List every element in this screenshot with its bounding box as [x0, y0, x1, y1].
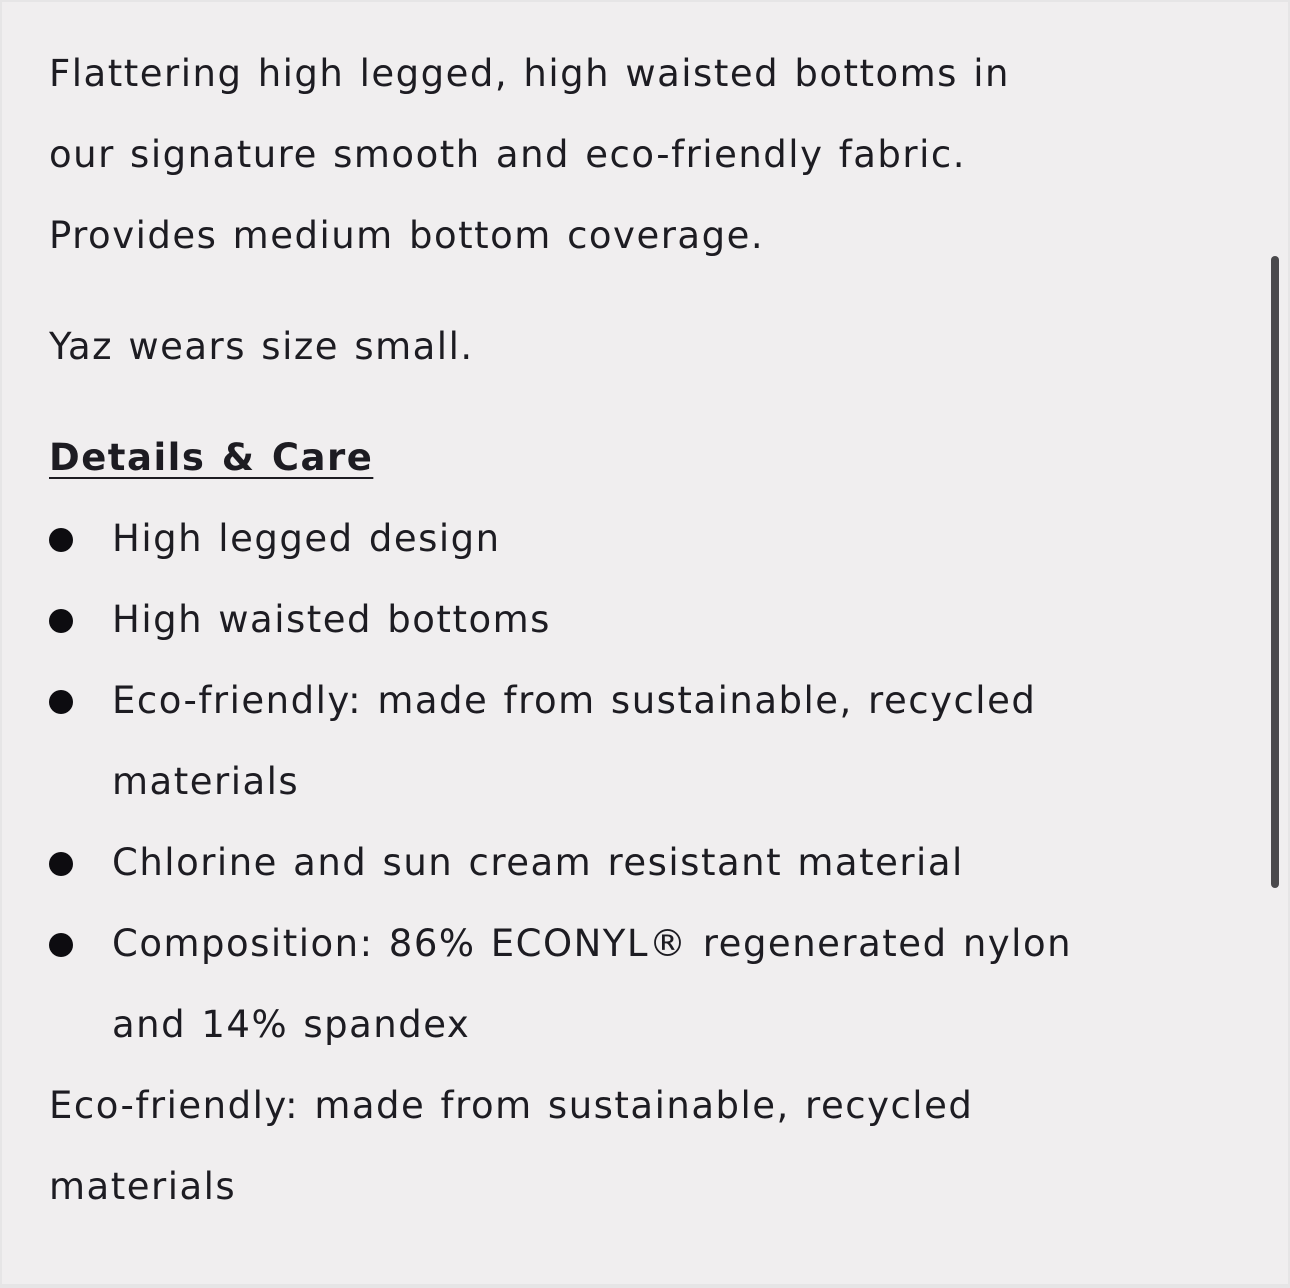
- description-line-3: Provides medium bottom coverage.: [49, 214, 765, 257]
- bullet-dot-icon: [49, 690, 73, 714]
- eco-friendly-note-line-1: Eco-friendly: made from sustainable, recycled: [49, 1084, 974, 1127]
- list-item-text: High legged design: [112, 517, 501, 560]
- list-item-text-continued: materials: [112, 760, 300, 803]
- description-line-1: Flattering high legged, high waisted bottoms in: [49, 52, 1010, 95]
- product-description-content: [49, 44, 1249, 1238]
- list-item: [49, 914, 1249, 1076]
- bullet-dot-icon: [49, 852, 73, 876]
- bullet-dot-icon: [49, 609, 73, 633]
- model-size-note: Yaz wears size small.: [49, 325, 474, 368]
- list-item-text: Composition: 86% ECONYL® regenerated nylon: [112, 922, 1073, 965]
- details-care-heading[interactable]: Details & Care: [49, 436, 374, 479]
- details-list: [49, 509, 1249, 1076]
- eco-friendly-note-line-2: materials: [49, 1165, 237, 1208]
- list-item-text: Chlorine and sun cream resistant material: [112, 841, 964, 884]
- list-item-text: Eco-friendly: made from sustainable, recycled: [112, 679, 1037, 722]
- bullet-dot-icon: [49, 933, 73, 957]
- list-item: [49, 590, 1249, 671]
- list-item-text-continued: and 14% spandex: [112, 1003, 471, 1046]
- list-item: [49, 833, 1249, 914]
- list-item-text: High waisted bottoms: [112, 598, 551, 641]
- list-item: [49, 671, 1249, 833]
- bullet-dot-icon: [49, 528, 73, 552]
- description-line-2: our signature smooth and eco-friendly fabric.: [49, 133, 967, 176]
- product-description-panel: [2, 2, 1288, 1284]
- vertical-scrollbar[interactable]: [1271, 256, 1279, 888]
- list-item: [49, 509, 1249, 590]
